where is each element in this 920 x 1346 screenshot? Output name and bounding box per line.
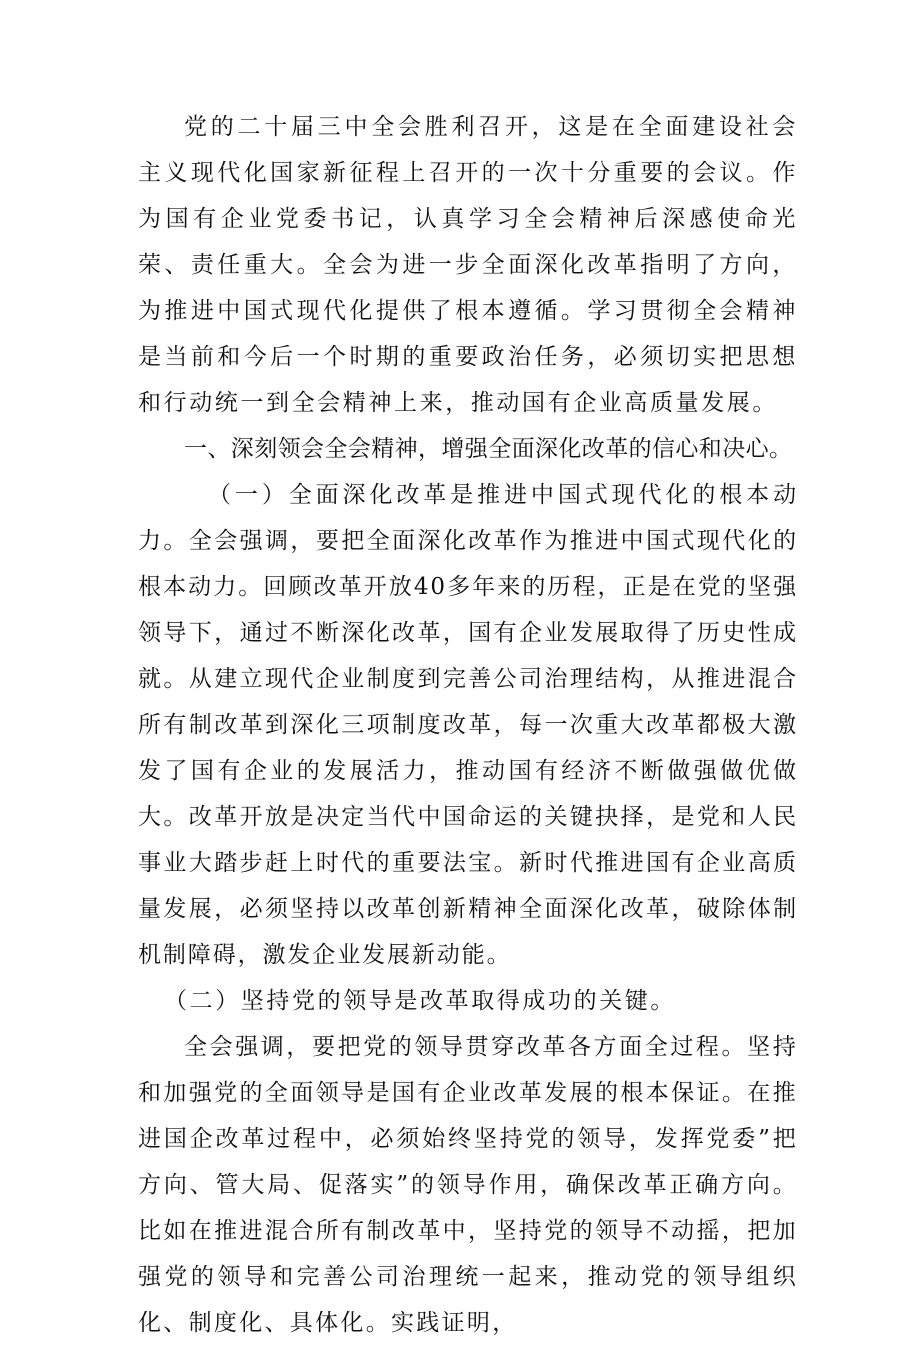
section-2-paragraph: 全会强调，要把党的领导贯穿改革各方面全过程。坚持和加强党的全面领导是国有企业改革发展的根本保证。在推进国企改革过程中，必须始终坚持党的领导，发挥党委”把方向、管大局、促落实”的领导作用，确保改革正确方向。比如在推进混合所有制改革中，坚持党的领导不动摇，把加强党的领导和完善公司治理统一起来，推动党的领导组织化、制度化、具体化。实践证明， — [138, 1034, 798, 1336]
section-1-paragraph: （一）全面深化改革是推进中国式现代化的根本动力。全会强调，要把全面深化改革作为推进中国式现代化的根本动力。回顾改革开放40多年来的历程，正是在党的坚强领导下，通过不断深化改革，国有企业发展取得了历史性成就。从建立现代企业制度到完善公司治理结构，从推进混合所有制改革到深化三项制度改革，每一次重大改革都极大激发了国有企业的发展活力，推动国有经济不断做强做优做大。改革开放是决定当代中国命运的关键抉择，是党和人民事业大踏步赶上时代的重要法宝。新时代推进国有企业高质量发展，必须坚持以改革创新精神全面深化改革，破除体制机制障碍，激发企业发展新动能。 — [138, 482, 798, 968]
section-2-title: （二）坚持党的领导是改革取得成功的关键。 — [164, 988, 676, 1014]
section-heading-1: 一、深刻领会全会精神，增强全面深化改革的信心和决心。 — [184, 436, 793, 462]
intro-paragraph: 党的二十届三中全会胜利召开，这是在全面建设社会主义现代化国家新征程上召开的一次十分重要的会议。作为国有企业党委书记，认真学习全会精神后深感使命光荣、责任重大。全会为进一步全面深化改革指明了方向，为推进中国式现代化提供了根本遵循。学习贯彻全会精神是当前和今后一个时期的重要政治任务，必须切实把思想和行动统一到全会精神上来，推动国有企业高质量发展。 — [138, 114, 798, 416]
document-body — [138, 104, 798, 1346]
